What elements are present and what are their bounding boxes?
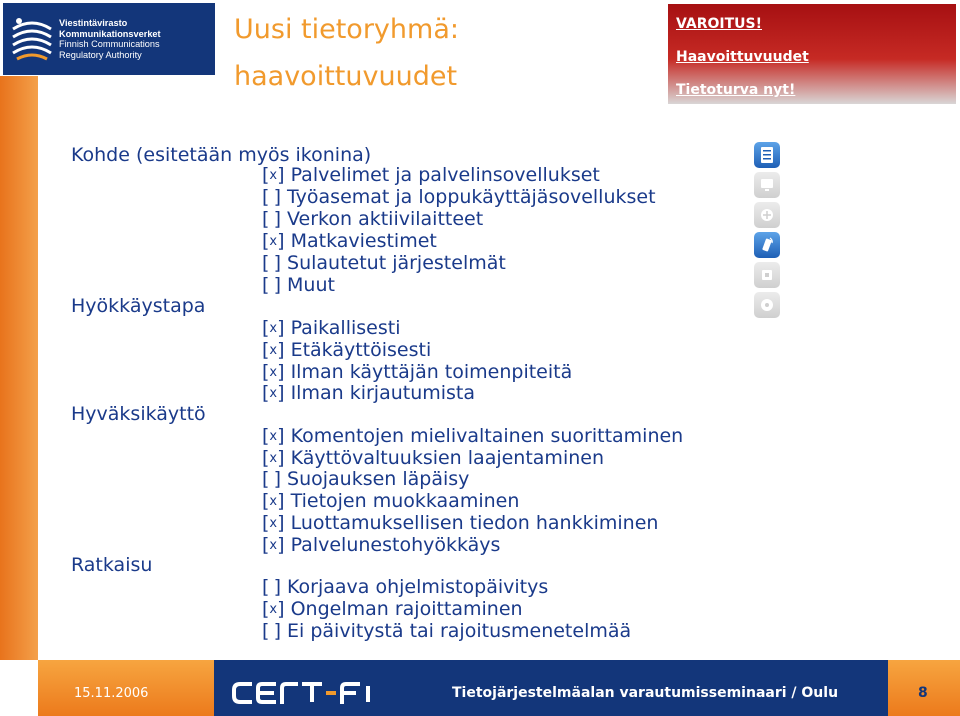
checklist-item: [x] Paikallisesti [262,317,401,339]
item-label: Ongelman rajoittaminen [290,598,523,620]
item-label: Palvelimet ja palvelinsovellukset [290,164,600,186]
checklist-item: [x] Matkaviestimet [262,230,437,252]
item-label: Muut [287,274,335,296]
item-label: Verkon aktiivilaitteet [287,208,484,230]
embedded-system-icon [754,262,780,288]
logo-line: Kommunikationsverket [59,28,161,39]
checklist-item: [x] Käyttövaltuuksien laajentaminen [262,447,604,469]
item-label: Työasemat ja loppukäyttäjäsovellukset [287,186,656,208]
check-mark: x [269,538,278,553]
ficora-logo-text [59,18,161,60]
checklist-item: [x] Ongelman rajoittaminen [262,598,523,620]
ficora-logo [3,3,215,75]
checklist-item: [ ] Ei päivitystä tai rajoitusmenetelmää [262,620,632,642]
slide-title [234,6,654,100]
check-mark: x [269,234,278,249]
warning-tagline: Tietoturva nyt! [676,82,796,98]
footer-event-title: Tietojärjestelmäalan varautumisseminaari / Oulu [452,685,839,701]
network-device-icon [754,202,780,228]
footer-bar [0,660,960,716]
warning-banner [668,4,956,104]
check-mark: x [269,494,278,509]
item-label: Ilman käyttäjän toimenpiteitä [290,361,573,383]
checklist-item: [x] Palvelunestohyökkäys [262,534,501,556]
slide-title-line2: haavoittuvuudet [234,61,458,92]
item-label: Etäkäyttöisesti [290,339,432,361]
logo-line: Viestintävirasto [59,18,128,28]
slide-title-line1: Uusi tietoryhmä: [234,14,459,45]
item-label: Palvelunestohyökkäys [290,534,501,556]
check-mark: x [269,343,278,358]
warning-subheading: Haavoittuvuudet [676,49,809,65]
workstation-icon [754,172,780,198]
checklist-item: [ ] Sulautetut järjestelmät [262,252,506,274]
item-label: Komentojen mielivaltainen suorittaminen [290,425,684,447]
checklist-item: [x] Ilman käyttäjän toimenpiteitä [262,361,573,383]
check-mark: x [269,168,278,183]
mobile-phone-icon [754,232,780,258]
check-mark: x [269,321,278,336]
cert-fi-logo-icon [232,680,380,706]
left-orange-stripe [0,76,38,660]
check-mark: x [269,602,278,617]
footer-page-number: 8 [918,685,928,701]
section-heading-solution: Ratkaisu [71,554,153,576]
item-label: Luottamuksellisen tiedon hankkiminen [290,512,659,534]
target-icons-column [754,142,782,322]
other-icon [754,292,780,318]
check-mark: x [269,516,278,531]
check-mark: x [269,429,278,444]
check-mark: x [269,451,278,466]
item-label: Ilman kirjautumista [290,382,476,404]
check-mark [269,278,273,293]
section-heading-abuse: Hyväksikäyttö [71,403,206,425]
check-mark: x [269,386,278,401]
checklist-item: [ ] Suojauksen läpäisy [262,468,470,490]
checklist-item: [ ] Verkon aktiivilaitteet [262,208,484,230]
checklist-item: [x] Tietojen muokkaaminen [262,490,520,512]
checklist-item: [x] Etäkäyttöisesti [262,339,432,361]
check-mark [269,256,273,271]
item-label: Tietojen muokkaaminen [290,490,520,512]
item-label: Suojauksen läpäisy [287,468,470,490]
checklist-item: [x] Palvelimet ja palvelinsovellukset [262,164,600,186]
logo-line: Regulatory Authority [59,49,142,60]
section-heading-target: Kohde (esitetään myös ikonina) [71,144,372,166]
item-label: Paikallisesti [290,317,401,339]
logo-line: Finnish Communications [59,39,160,49]
check-mark [269,624,273,639]
check-mark [269,580,273,595]
checklist-item: [x] Luottamuksellisen tiedon hankkiminen [262,512,659,534]
section-heading-attack: Hyökkäystapa [71,295,206,317]
check-mark [269,190,273,205]
warning-heading: VAROITUS! [676,16,762,32]
checklist-item: [ ] Työasemat ja loppukäyttäjäsovellukset [262,186,656,208]
item-label: Matkaviestimet [290,230,437,252]
item-label: Ei päivitystä tai rajoitusmenetelmää [287,620,632,642]
checklist-item: [ ] Korjaava ohjelmistopäivitys [262,576,549,598]
check-mark: x [269,365,278,380]
check-mark [269,472,273,487]
checklist-item: [ ] Muut [262,274,335,296]
item-label: Sulautetut järjestelmät [287,252,506,274]
checklist-item: [x] Ilman kirjautumista [262,382,476,404]
server-icon [754,142,780,168]
check-mark [269,212,273,227]
item-label: Korjaava ohjelmistopäivitys [287,576,549,598]
item-label: Käyttövaltuuksien laajentaminen [290,447,604,469]
footer-date: 15.11.2006 [74,686,149,701]
ficora-emblem-icon [9,11,55,67]
checklist-item: [x] Komentojen mielivaltainen suorittaminen [262,425,684,447]
